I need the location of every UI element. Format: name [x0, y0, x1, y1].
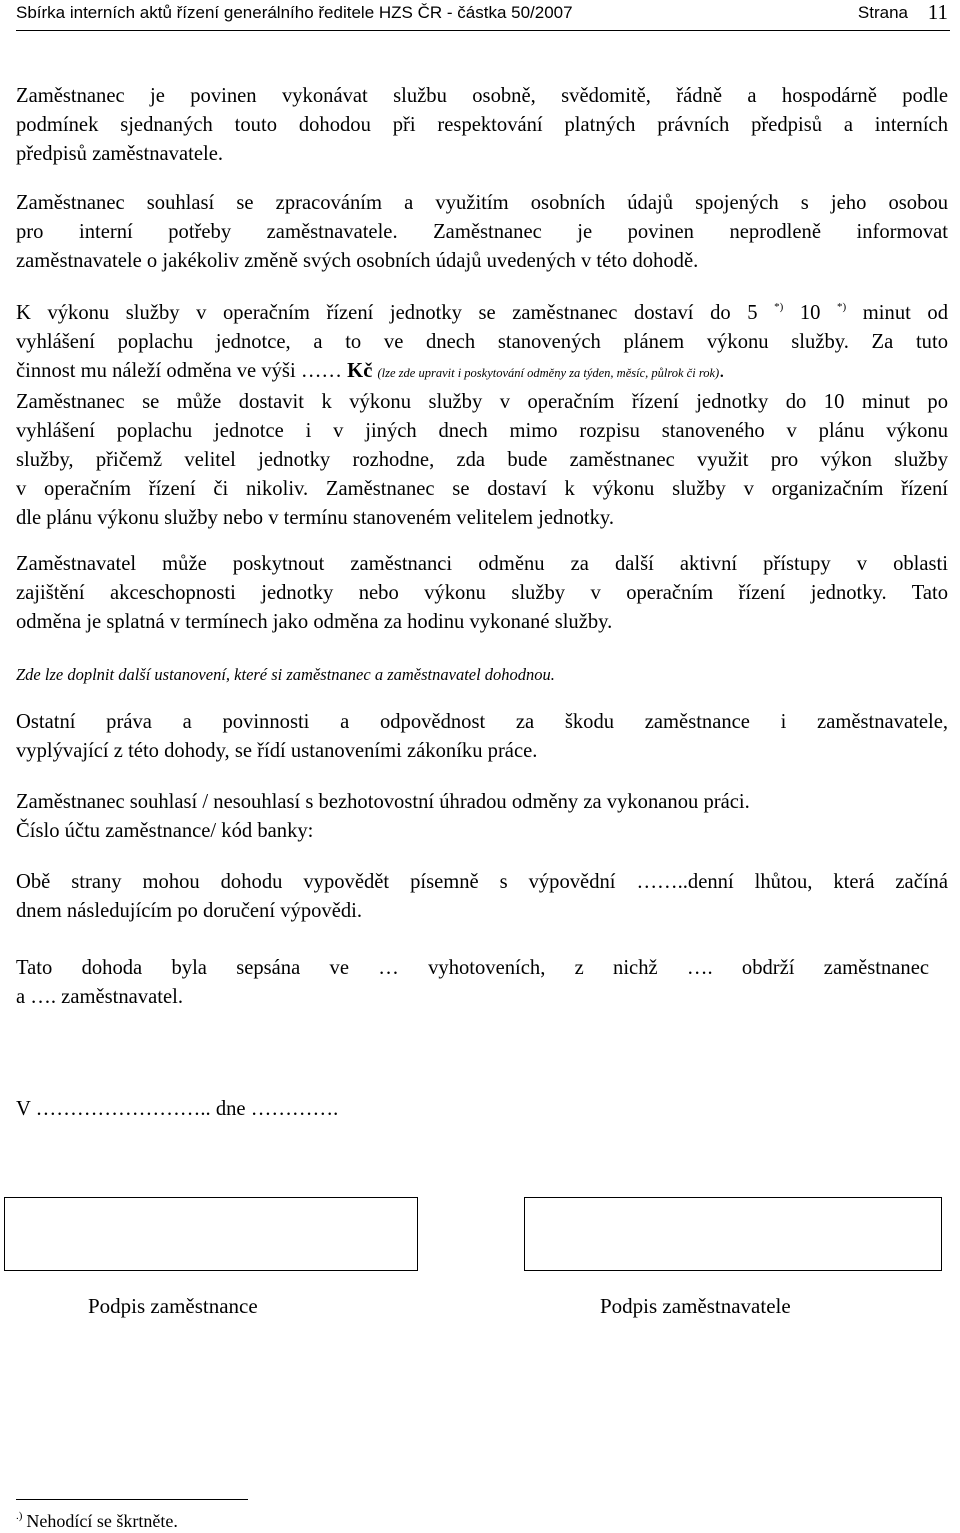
paragraph-payment: [16, 788, 948, 846]
footnote-mark: .): [16, 1510, 23, 1522]
text-line: zajištění akceschopnosti jednotky nebo výkonu služby v operačním řízení jednotky. Tato: [16, 582, 948, 604]
text-line: Zaměstnanec je povinen vykonávat službu osobně, svědomitě, řádně a hospodárně podle: [16, 85, 948, 107]
text-line: pro interní potřeby zaměstnavatele. Zaměstnanec je povinen neprodleně informovat: [16, 221, 948, 243]
text-line: vyhlášení poplachu jednotce, a to ve dnech stanovených plánem výkonu služby. Za tuto: [16, 331, 948, 353]
employer-signature-label: Podpis zaměstnavatele: [600, 1294, 791, 1318]
text-line: [16, 299, 948, 328]
text-line: vyhlášení poplachu jednotce i v jiných dnech mimo rozpisu stanoveného v plánu výkonu: [16, 420, 948, 442]
text-line: dnem následujícím po doručení výpovědi.: [16, 900, 363, 922]
currency-label: Kč: [347, 360, 373, 382]
footnote-text: Nehodící se škrtněte.: [26, 1511, 178, 1531]
editorial-instruction: Zde lze doplnit další ustanovení, které si zaměstnanec a zaměstnavatel dohodnou.: [16, 665, 555, 684]
paragraph-duties: [16, 82, 948, 169]
text-line: a …. zaměstnavatel.: [16, 986, 183, 1008]
text-span: činnost mu náleží odměna ve výši ……: [16, 360, 343, 382]
footnote-ref: *): [837, 301, 847, 313]
text-span: .: [719, 360, 725, 382]
text-line: [16, 357, 948, 388]
text-line: dle plánu výkonu služby nebo v termínu stanoveném velitelem jednotky.: [16, 507, 615, 529]
text-line: Tato dohoda byla sepsána ve … vyhotoveních, z nichž …. obdrží zaměstnanec: [16, 957, 929, 979]
text-line: Zaměstnanec souhlasí / nesouhlasí s bezhotovostní úhradou odměny za vykonanou práci.: [16, 791, 750, 813]
text-span: 10: [799, 302, 821, 324]
paragraph-personal-data: [16, 189, 948, 276]
place-date-line: V …………………….. dne ………….: [16, 1098, 339, 1120]
employee-signature-label: Podpis zaměstnance: [88, 1294, 258, 1318]
text-line: předpisů zaměstnavatele.: [16, 143, 223, 165]
text-span: K výkonu služby v operačním řízení jednotky se zaměstnanec dostaví do 5: [16, 302, 758, 324]
paragraph-termination: [16, 868, 948, 926]
page-header: [16, 0, 950, 31]
text-line: vyplývající z této dohody, se řídí ustanoveními zákoníku práce.: [16, 740, 538, 762]
employer-signature-box: [524, 1197, 942, 1271]
employee-signature-box: [4, 1197, 418, 1271]
text-line: Zaměstnanec souhlasí se zpracováním a využitím osobních údajů spojených s jeho osobou: [16, 192, 948, 214]
text-span: minut od: [862, 302, 948, 324]
text-line: Zaměstnanec se může dostavit k výkonu služby v operačním řízení jednotky do 10 minut po: [16, 391, 948, 413]
paragraph-reward: [16, 550, 948, 637]
document-title: Sbírka interních aktů řízení generálního ředitele HZS ČR - částka 50/2007: [16, 3, 573, 22]
text-line: služby, přičemž velitel jednotky rozhodne, zda bude zaměstnanec využit pro výkon služby: [16, 449, 948, 471]
footnote-ref: *): [774, 301, 784, 313]
text-line: Obě strany mohou dohodu vypovědět písemně s výpovědní ……..denní lhůtou, která začíná: [16, 871, 948, 893]
editorial-note: (lze zde upravit i poskytování odměny za týden, měsíc, půlrok či rok): [377, 366, 720, 380]
footnote-divider: [16, 1499, 248, 1500]
page-number: 11: [927, 0, 948, 24]
paragraph-other-rights: [16, 708, 948, 766]
text-line: Zaměstnavatel může poskytnout zaměstnanci odměnu za další aktivní přístupy v oblasti: [16, 553, 948, 575]
text-line: zaměstnavatele o jakékoliv změně svých osobních údajů uvedených v této dohodě.: [16, 250, 699, 272]
page-label: Strana: [857, 3, 908, 22]
text-line: podmínek sjednaných touto dohodou při respektování platných právních předpisů a interních: [16, 114, 948, 136]
text-line: Ostatní práva a povinnosti a odpovědnost za škodu zaměstnance i zaměstnavatele,: [16, 711, 948, 733]
text-line: odměna je splatná v termínech jako odměna za hodinu vykonané služby.: [16, 611, 613, 633]
paragraph-service-terms: [16, 299, 948, 533]
footnote: [16, 1510, 178, 1532]
text-line: v operačním řízení či nikoliv. Zaměstnanec se dostaví k výkonu služby v organizačním řízení: [16, 478, 948, 500]
paragraph-copies: [16, 954, 929, 1012]
text-line: Číslo účtu zaměstnance/ kód banky:: [16, 820, 314, 842]
